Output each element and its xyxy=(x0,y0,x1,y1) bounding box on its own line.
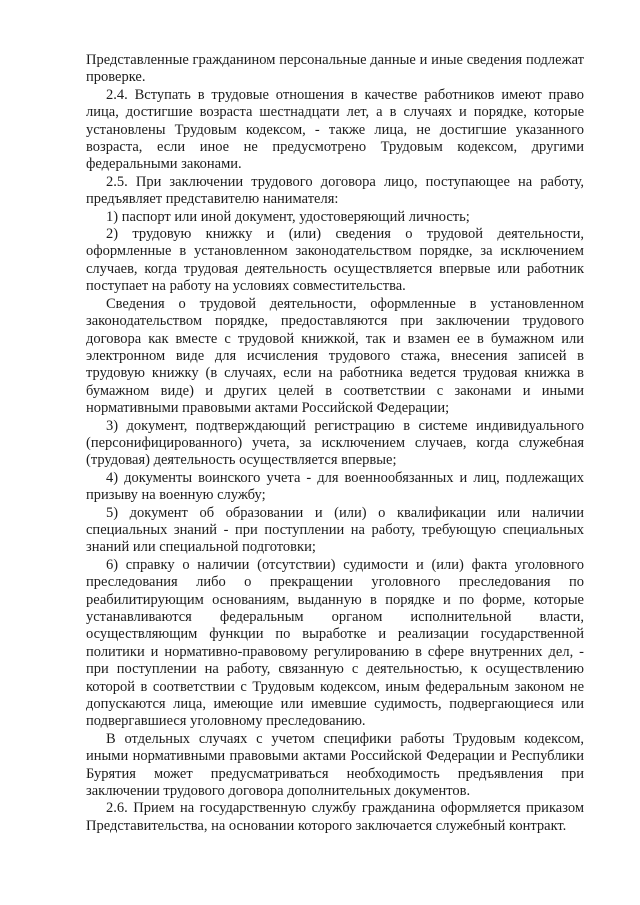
paragraph-work-info: Сведения о трудовой деятельности, оформленные в установленном законодательством порядке, предоставляются при заключении трудового договора как вместе с трудовой книжкой, так и взамен ее в бумажном или электронном виде для исчисления трудового стажа, внесения записей в трудовую книжку (в случаях, если на работника ведется трудовая книжка в бумажном виде) и других целей в соответствии с законами и иными нормативными правовыми актами Российской Федерации; xyxy=(86,295,584,417)
document-page xyxy=(86,52,584,835)
paragraph-additional-documents: В отдельных случаях с учетом специфики работы Трудовым кодексом, иными нормативными правовыми актами Российской Федерации и Республики Бурятия может предусматриваться необходимость предъявления при заключении трудового договора дополнительных документов. xyxy=(86,730,584,800)
list-item-5-education: 5) документ об образовании и (или) о квалификации или наличии специальных знаний - при поступлении на работу, требующую специальных знаний или специальной подготовки; xyxy=(86,504,584,556)
list-item-4-military: 4) документы воинского учета - для военнообязанных и лиц, подлежащих призыву на военную службу; xyxy=(86,469,584,504)
paragraph-2-6: 2.6. Прием на государственную службу гражданина оформляется приказом Представительства, на основании которого заключается служебный контракт. xyxy=(86,800,584,834)
paragraph-2-4: 2.4. Вступать в трудовые отношения в качестве работников имеют право лица, достигшие возраста шестнадцати лет, а в случаях и порядке, которые установлены Трудовым кодексом, - также лица, не достигшие указанного возраста, если иное не предусмотрено Трудовым кодексом, другими федеральными законами. xyxy=(86,86,584,173)
list-item-3-registration: 3) документ, подтверждающий регистрацию в системе индивидуального (персонифицированного) учета, за исключением случаев, когда служебная (трудовая) деятельность осуществляется впервые; xyxy=(86,417,584,469)
list-item-6-criminal-record: 6) справку о наличии (отсутствии) судимости и (или) факта уголовного преследования либо о прекращении уголовного преследования по реабилитирующим основаниям, выданную в порядке и по форме, которые устанавливаются федеральным органом исполнительной власти, осуществляющим функции по выработке и реализации государственной политики и нормативно-правовому регулированию в сфере внутренних дел, - при поступлении на работу, связанную с деятельностью, к осуществлению которой в соответствии с Трудовым кодексом, иным федеральным законом не допускаются лица, имеющие или имевшие судимость, подвергающиеся или подвергавшиеся уголовному преследованию. xyxy=(86,556,584,730)
list-item-1-passport: 1) паспорт или иной документ, удостоверяющий личность; xyxy=(106,208,470,225)
list-item-2-work-book: 2) трудовую книжку и (или) сведения о трудовой деятельности, оформленные в установленном законодательством порядке, за исключением случаев, когда трудовая деятельность осуществляется впервые или работник поступает на работу на условиях совместительства. xyxy=(86,226,584,295)
paragraph-personal-data-check: Представленные гражданином персональные данные и иные сведения подлежат проверке. xyxy=(86,52,584,86)
paragraph-2-5: 2.5. При заключении трудового договора лицо, поступающее на работу, предъявляет представителю нанимателя: xyxy=(86,173,584,208)
